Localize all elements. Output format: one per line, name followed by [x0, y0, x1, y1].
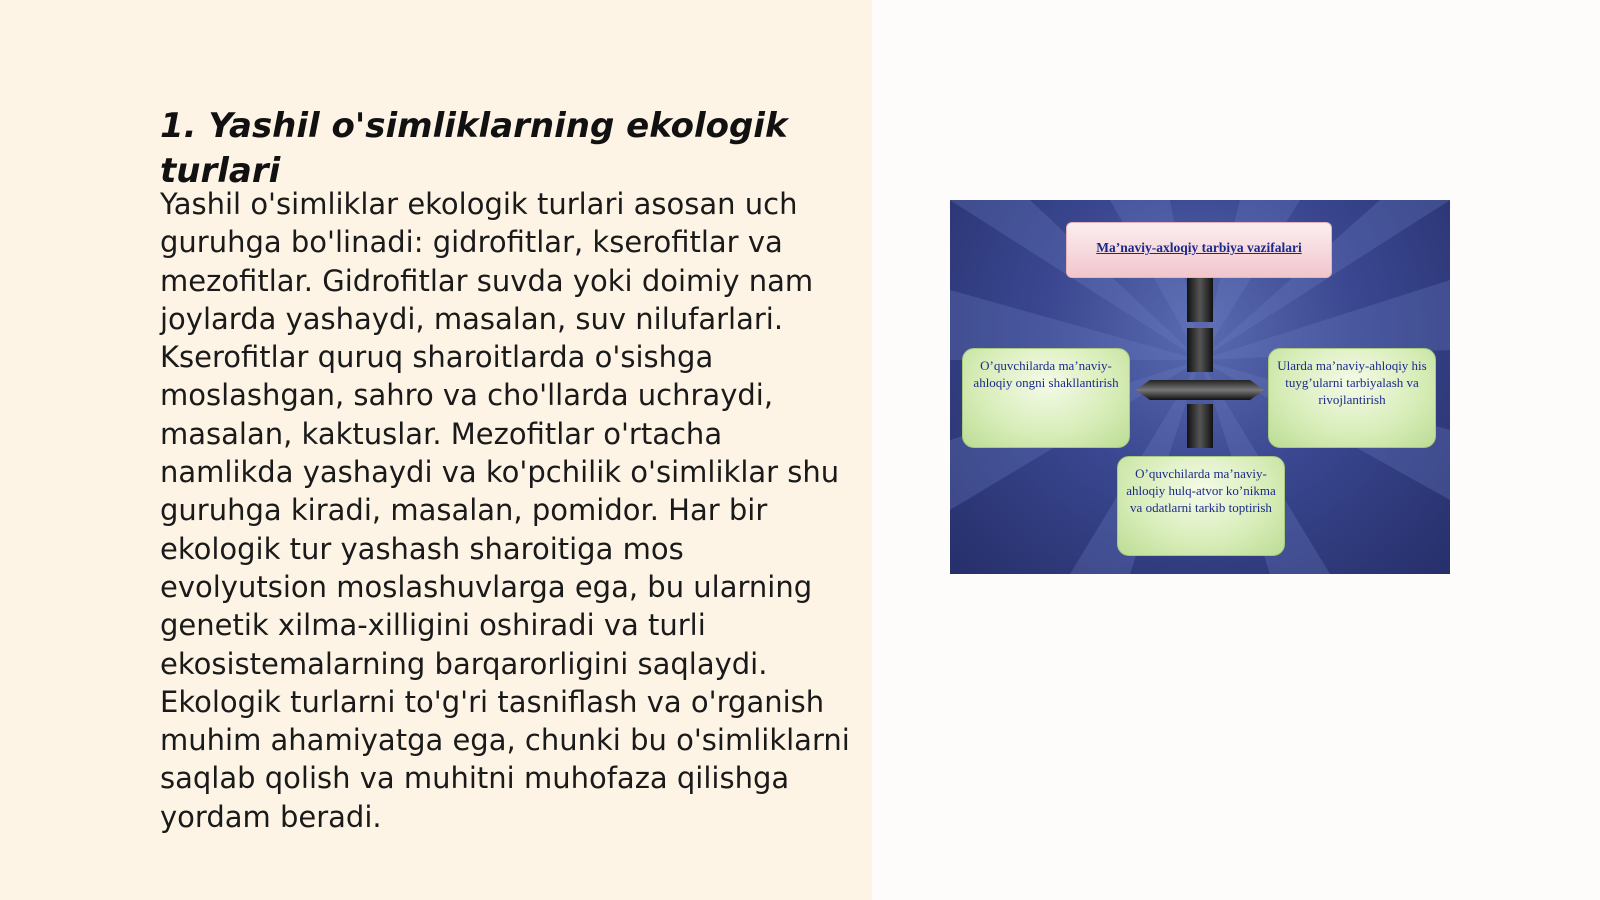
- diagram-image: [950, 200, 1450, 574]
- diagram-box-right: [1268, 348, 1436, 448]
- diagram-box-bottom-text: O’quvchilarda ma’naviy-ahloqiy hulq-atvor ko’nikma va odatlarni tarkib toptirish: [1126, 466, 1276, 515]
- slide-body-text: Yashil o'simliklar ekologik turlari asosan uch guruhga bo'linadi: gidrofitlar, kserofitlar va mezofitlar. Gidrofitlar suvda yoki doimiy nam joylarda yashaydi, masalan, suv nilufarlari. Kserofitlar quruq sharoitlarda o'sishga moslashgan, sahro va cho'llarda uchraydi, masalan, kaktuslar. Mezofitlar o'rtacha namlikda yashaydi va ko'pchilik o'simliklar shu guruhga kiradi, masalan, pomidor. Har bir ekologik tur yashash sharoitiga mos evolyutsion moslashuvlarga ega, bu ularning genetik xilma-xilligini oshiradi va turli ekosistemalarning barqarorligini saqlaydi. Ekologik turlarni to'g'ri tasniflash va o'rganish muhim ahamiyatga ega, chunki bu o'simliklarni saqlab qolish va muhitni muhofaza qilishga yordam beradi.: [160, 187, 850, 834]
- slide-title: 1. Yashil o'simliklarning ekologik turlari: [160, 106, 788, 191]
- diagram-title-box: Ma’naviy-axloqiy tarbiya vazifalari: [1066, 222, 1332, 278]
- diagram-box-left-text: O’quvchilarda ma’naviy-ahloqiy ongni shakllantirish: [973, 358, 1119, 390]
- diagram-box-right-text: Ularda ma’naviy-ahloqiy his tuyg’ularni tarbiyalash va rivojlantirish: [1277, 358, 1427, 407]
- diagram-box-bottom: [1117, 456, 1285, 556]
- diagram-box-left: [962, 348, 1130, 448]
